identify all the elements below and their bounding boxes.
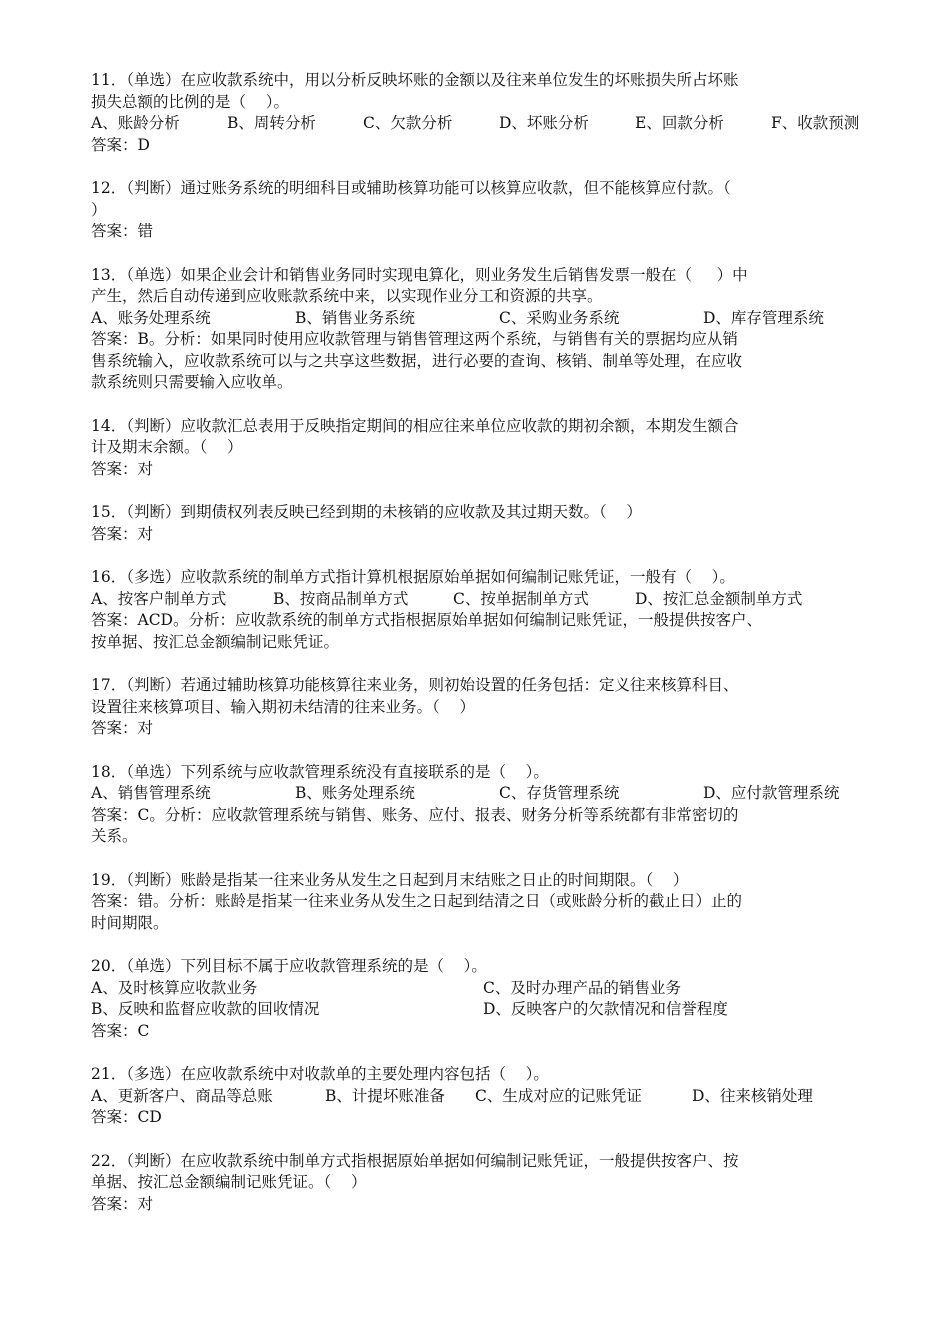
answer-text: 答案：错	[91, 222, 154, 240]
option-b: B、按商品制单方式	[273, 589, 409, 608]
option-b: B、计提坏账准备	[325, 1086, 445, 1105]
option-a: A、按客户制单方式	[91, 589, 227, 608]
answer-text: 时间期限。	[91, 913, 169, 932]
option-d: D、往来核销处理	[692, 1086, 813, 1105]
options-row	[91, 113, 911, 135]
question-text: 18．（单选）下列系统与应收款管理系统没有直接联系的是（ ）。	[91, 762, 549, 781]
option-b: B、周转分析	[227, 114, 316, 132]
question-text: 损失总额的比例的是（ ）。	[91, 92, 289, 111]
option-b: B、反映和监督应收款的回收情况	[91, 1000, 320, 1018]
question-text: 22．（判断）在应收款系统中制单方式指根据原始单据如何编制记账凭证，一般提供按客户、按	[91, 1151, 739, 1170]
question-text: 19．（判断）账龄是指某一往来业务从发生之日起到月末结账之日止的时间期限。（ ）	[91, 870, 689, 889]
answer-text: 款系统则只需要输入应收单。	[91, 373, 293, 391]
option-b: B、销售业务系统	[295, 308, 415, 327]
options-row	[91, 783, 911, 805]
answer-text: 答案：CD	[91, 1108, 162, 1126]
answer-text: 关系。	[91, 827, 138, 845]
question-17	[91, 675, 911, 740]
question-12	[91, 178, 911, 243]
question-20	[91, 956, 911, 1042]
question-text: ）	[91, 200, 107, 219]
answer-text: 答案：B。分析：如果同时使用应收款管理与销售管理这两个系统，与销售有关的票据均应从销	[91, 330, 738, 348]
question-text: 13．（单选）如果企业会计和销售业务同时实现电算化，则业务发生后销售发票一般在（ ）中	[91, 265, 748, 284]
question-13	[91, 265, 911, 394]
question-text: 15．（判断）到期债权列表反映已经到期的未核销的应收款及其过期天数。（ ）	[91, 503, 642, 521]
answer-text: 答案：C。分析：应收款管理系统与销售、账务、应付、报表、财务分析等系统都有非常密切的	[91, 805, 739, 824]
options-row	[91, 589, 911, 611]
option-c: C、采购业务系统	[499, 308, 620, 327]
answer-text: 按单据、按汇总金额编制记账凭证。	[91, 632, 340, 651]
option-a: A、账务处理系统	[91, 308, 211, 327]
answer-text: 答案：D	[91, 135, 150, 154]
option-b: B、账务处理系统	[295, 784, 415, 802]
question-text: 设置往来核算项目、输入期初未结清的往来业务。（ ）	[91, 697, 475, 716]
question-18	[91, 762, 911, 848]
option-c: C、及时办理产品的销售业务	[483, 978, 681, 997]
question-text: 计及期末余额。（ ）	[91, 438, 243, 456]
question-text: 16．（多选）应收款系统的制单方式指计算机根据原始单据如何编制记账凭证，一般有（ ）。	[91, 568, 735, 586]
option-d: D、应付款管理系统	[703, 784, 840, 802]
document-page	[91, 70, 911, 1237]
answer-text: 售系统输入，应收款系统可以与之共享这些数据，进行必要的查询、核销、制单等处理，在应收	[91, 351, 743, 370]
question-text: 11．（单选）在应收款系统中，用以分析反映坏账的金额以及往来单位发生的坏账损失所占坏账	[91, 71, 739, 89]
answer-text: 答案：C	[91, 1021, 150, 1040]
option-e: E、回款分析	[635, 114, 724, 132]
option-f: F、收款预测	[771, 114, 860, 132]
question-text: 21．（多选）在应收款系统中对收款单的主要处理内容包括（ ）。	[91, 1065, 549, 1083]
question-text: 产生，然后自动传递到应收账款系统中来，以实现作业分工和资源的共享。	[91, 287, 603, 305]
answer-text: 答案：错。分析：账龄是指某一往来业务从发生之日起到结清之日（或账龄分析的截止日）止的	[91, 892, 743, 910]
option-a: A、销售管理系统	[91, 784, 211, 802]
question-text: 20．（单选）下列目标不属于应收款管理系统的是（ ）。	[91, 957, 487, 975]
option-c: C、生成对应的记账凭证	[475, 1086, 642, 1105]
question-14	[91, 416, 911, 481]
question-16	[91, 567, 911, 653]
option-a: A、更新客户、商品等总账	[91, 1086, 273, 1105]
options-row	[91, 308, 911, 330]
option-d: D、反映客户的欠款情况和信誉程度	[483, 1000, 728, 1018]
question-text: 单据、按汇总金额编制记账凭证。（ ）	[91, 1173, 367, 1191]
question-11	[91, 70, 911, 156]
answer-text: 答案：ACD。分析：应收款系统的制单方式指根据原始单据如何编制记账凭证，一般提供按客户、	[91, 611, 762, 629]
option-c: C、欠款分析	[363, 114, 453, 132]
option-c: C、存货管理系统	[499, 784, 620, 802]
question-22	[91, 1151, 911, 1216]
question-21	[91, 1064, 911, 1129]
answer-text: 答案：对	[91, 524, 154, 543]
answer-text: 答案：对	[91, 719, 154, 737]
option-c: C、按单据制单方式	[453, 589, 589, 608]
option-d: D、库存管理系统	[703, 308, 824, 327]
options-grid	[91, 978, 911, 1021]
options-row	[91, 1086, 911, 1108]
question-text: 14．（判断）应收款汇总表用于反映指定期间的相应往来单位应收款的期初余额，本期发生额合	[91, 416, 739, 435]
question-19	[91, 870, 911, 935]
option-d: D、按汇总金额制单方式	[635, 589, 803, 608]
option-d: D、坏账分析	[499, 114, 589, 132]
answer-text: 答案：对	[91, 1194, 154, 1213]
option-a: A、及时核算应收款业务	[91, 978, 258, 997]
answer-text: 答案：对	[91, 459, 154, 478]
question-text: 12．（判断）通过账务系统的明细科目或辅助核算功能可以核算应收款，但不能核算应付款。（	[91, 179, 731, 197]
question-text: 17．（判断）若通过辅助核算功能核算往来业务，则初始设置的任务包括：定义往来核算科目、	[91, 676, 739, 694]
question-15	[91, 502, 911, 545]
option-a: A、账龄分析	[91, 114, 180, 132]
